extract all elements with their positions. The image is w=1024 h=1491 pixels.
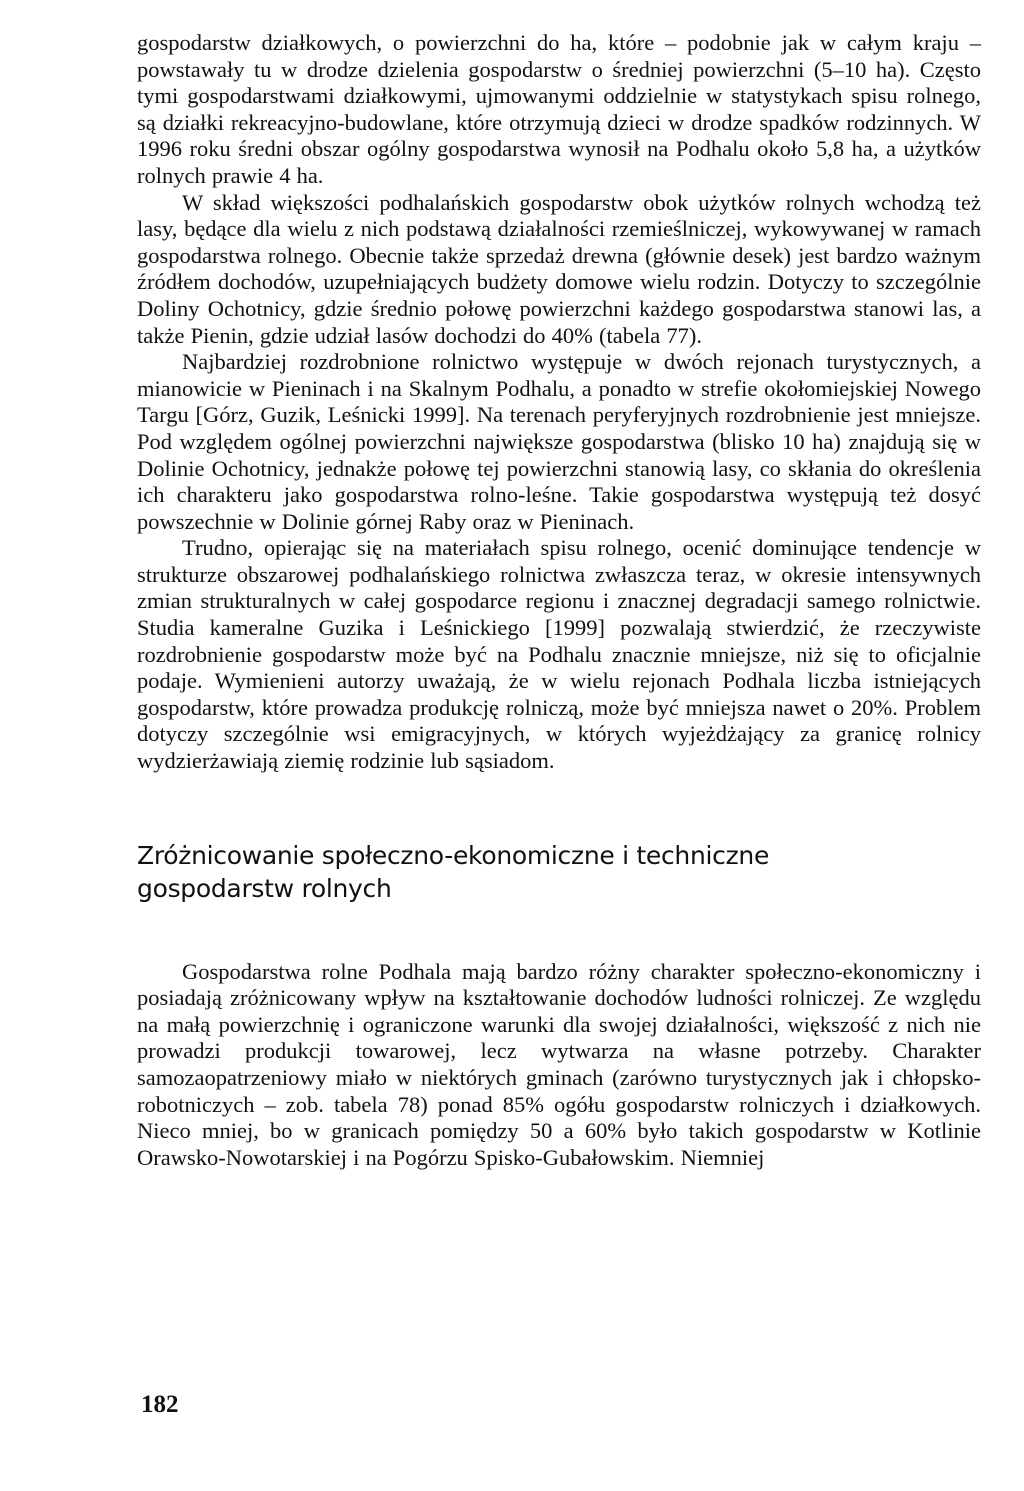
paragraph-5: Gospodarstwa rolne Podhala mają bardzo różny charakter społeczno-ekonomiczny i posiadają zróżnicowany wpływ na kształtowanie dochodów ludności rolniczej. Ze względu na małą powierzchnię i ograniczone warunki dla swojej działalności, większość z nich nie prowadzi produkcji towarowej, lecz wytwarza na własne potrzeby. Charakter samozaopatrzeniowy miało w niektórych gminach (zarówno turystycznych jak i chłopsko-robotniczych – zob. tabela 78) ponad 85% ogółu gospodarstw rolniczych i działkowych. Nieco mniej, bo w granicach pomiędzy 50 a 60% było takich gospodarstw w Kotlinie Orawsko-Nowotarskiej i na Pogórzu Spisko-Gubałowskim. Niemniej [137, 958, 981, 1170]
page-number: 182 [141, 1391, 179, 1418]
section-heading-line-2: gospodarstw rolnych [137, 873, 392, 903]
paragraph-1: gospodarstw działkowych, o powierzchni do ha, które – podobnie jak w całym kraju – powstawały tu w drodze dzielenia gospodarstw o średniej powierzchni (5–10 ha). Często tymi gospodarstwami działkowymi, ujmowanymi oddzielnie w statystykach spisu rolnego, są działki rekreacyjno-budowlane, które otrzymują dzieci w drodze spadków rodzinnych. W 1996 roku średni obszar ogólny gospodarstwa wynosił na Podhalu około 5,8 ha, a użytków rolnych prawie 4 ha. [137, 30, 981, 188]
paragraph-3: Najbardziej rozdrobnione rolnictwo występuje w dwóch rejonach turystycznych, a mianowicie w Pieninach i na Skalnym Podhalu, a ponadto w strefie okołomiejskiej Nowego Targu [Górz, Guzik, Leśnicki 1999]. Na terenach peryferyjnych rozdrobnienie jest mniejsze. Pod względem ogólnej powierzchni największe gospodarstwa (blisko 10 ha) znajdują się w Dolinie Ochotnicy, jednakże połowę tej powierzchni stanowią lasy, co skłania do określenia ich charakteru jako gospodarstwa rolno-leśne. Takie gospodarstwa występują też dosyć powszechnie w Dolinie górnej Raby oraz w Pieninach. [137, 349, 981, 534]
paragraph-4: Trudno, opierając się na materiałach spisu rolnego, ocenić dominujące tendencje w strukturze obszarowej podhalańskiego rolnictwa zwłaszcza teraz, w okresie intensywnych zmian strukturalnych w całej gospodarce regionu i znacznej degradacji samego rolnictwie. Studia kameralne Guzika i Leśnickiego [1999] pozwalają stwierdzić, że rzeczywiste rozdrobnienie gospodarstw może być na Podhalu znacznie mniejsze, niż się to oficjalnie podaje. Wymienieni autorzy uważają, że w wielu rejonach Podhala liczba istniejących gospodarstw, które prowadza produkcję rolniczą, może być mniejsza nawet o 20%. Problem dotyczy szczególnie wsi emigracyjnych, w których wyjeżdżający za granicę rolnicy wydzierżawiają ziemię rodzinie lub sąsiadom. [137, 535, 981, 774]
heading-spacer [137, 905, 981, 959]
section-heading-line-1: Zróżnicowanie społeczno-ekonomiczne i techniczne [137, 840, 770, 870]
section-heading [137, 839, 981, 905]
paragraph-2: W skład większości podhalańskich gospodarstw obok użytków rolnych wchodzą też lasy, będące dla wielu z nich podstawą działalności rzemieślniczej, wykowywanej w ramach gospodarstwa rolnego. Obecnie także sprzedaż drewna (głównie desek) jest bardzo ważnym źródłem dochodów, uzupełniających budżety domowe wielu rodzin. Dotyczy to szczególnie Doliny Ochotnicy, gdzie średnio połowę powierzchni każdego gospodarstwa stanowi las, a także Pienin, gdzie udział lasów dochodzi do 40% (tabela 77). [137, 189, 981, 348]
section-spacer [137, 775, 981, 839]
page-body [137, 30, 981, 1171]
